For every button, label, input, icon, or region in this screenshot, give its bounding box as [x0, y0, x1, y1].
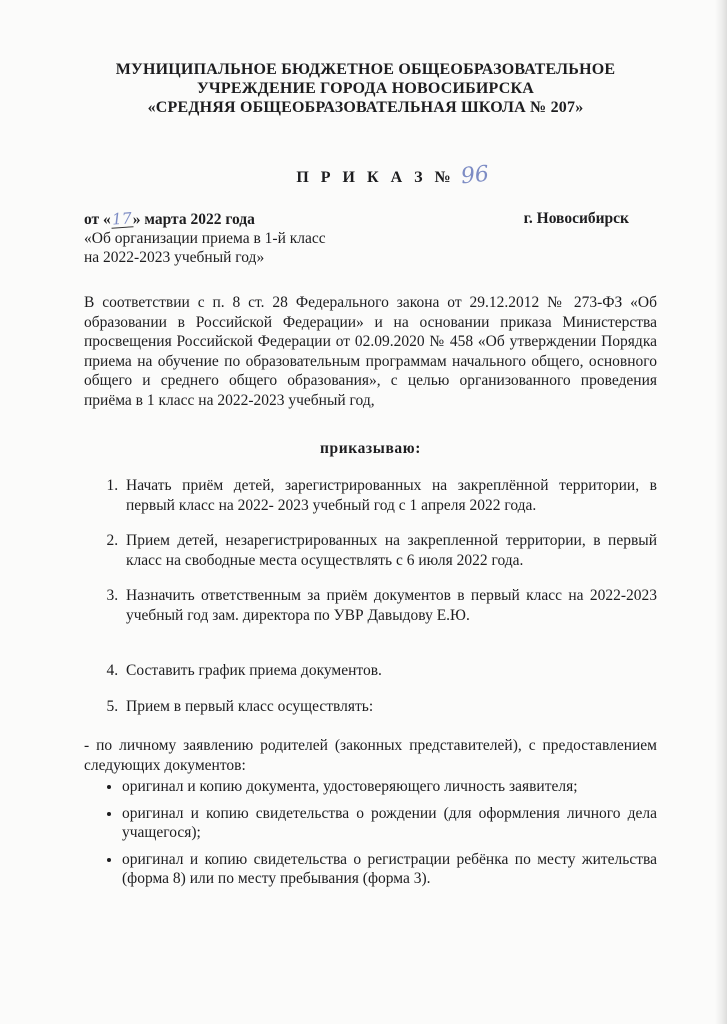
preamble-paragraph: В соответствии с п. 8 ст. 28 Федерального закона от 29.12.2012 № 273-ФЗ «Об образовании в Российской Федерации» и на основании приказа Министерства просвещения Российской Федерации от 02.09.2020 № 458 «Об утверждении Порядка приема на обучение по образовательным программам начального общего, основного общего и среднего общего образования», с целью организованного проведения приёма в 1 класс на 2022-2023 учебный год,: [84, 294, 657, 409]
date-prefix: от «: [84, 211, 111, 228]
order-item-3: 3. Назначить ответственным за приём документов в первый класс на 2022-2023 учебный год зам. директора по УВР Давыдову Е.Ю.: [122, 586, 657, 625]
documents-intro: - по личному заявлению родителей (законных представителей), с предоставлением следующих документов:: [84, 737, 657, 774]
order-subject-line-2: на 2022-2023 учебный год»: [84, 249, 265, 266]
header-line-3: «СРЕДНЯЯ ОБЩЕОБРАЗОВАТЕЛЬНАЯ ШКОЛА № 207»: [147, 99, 584, 116]
date-day-handwritten: 17: [111, 209, 133, 229]
date-suffix: » марта 2022 года: [132, 211, 255, 228]
order-city: г. Новосибирск: [523, 210, 629, 227]
order-date: [84, 210, 326, 229]
decree-word: приказываю:: [320, 440, 421, 457]
order-item-5: 5. Прием в первый класс осуществлять:: [122, 697, 657, 717]
order-number-handwritten: 96: [459, 161, 490, 190]
document-item-3: • оригинал и копию свидетельства о регистрации ребёнка по месту жительства (форма 8) или по месту пребывания (форма 3).: [122, 850, 657, 889]
documents-list: [84, 777, 657, 889]
order-meta: [84, 210, 657, 267]
institution-header: [84, 60, 647, 117]
order-title-text: П Р И К А З №: [296, 169, 455, 186]
order-title: [106, 163, 679, 188]
scan-edge-shadow: [715, 0, 727, 1024]
order-item-4: 4. Составить график приема документов.: [122, 661, 657, 681]
order-item-2: 2. Прием детей, незарегистрированных на закрепленной территории, в первый класс на свободные места осуществлять с 6 июля 2022 года.: [122, 531, 657, 570]
order-subject-line-1: «Об организации приема в 1-й класс: [84, 230, 326, 247]
header-line-1: МУНИЦИПАЛЬНОЕ БЮДЖЕТНОЕ ОБЩЕОБРАЗОВАТЕЛЬНОЕ: [115, 61, 616, 78]
header-line-2: УЧРЕЖДЕНИЕ ГОРОДА НОВОСИБИРСКА: [196, 80, 534, 97]
document-item-1: • оригинал и копию документа, удостоверяющего личность заявителя;: [122, 777, 657, 797]
order-item-1: 1. Начать приём детей, зарегистрированных на закреплённой территории, в первый класс на 2022- 2023 учебный год с 1 апреля 2022 года.: [122, 476, 657, 515]
document-item-2: • оригинал и копию свидетельства о рождении (для оформления личного дела учащегося);: [122, 804, 657, 843]
order-meta-left: [84, 210, 326, 267]
order-items-list: [84, 476, 657, 716]
